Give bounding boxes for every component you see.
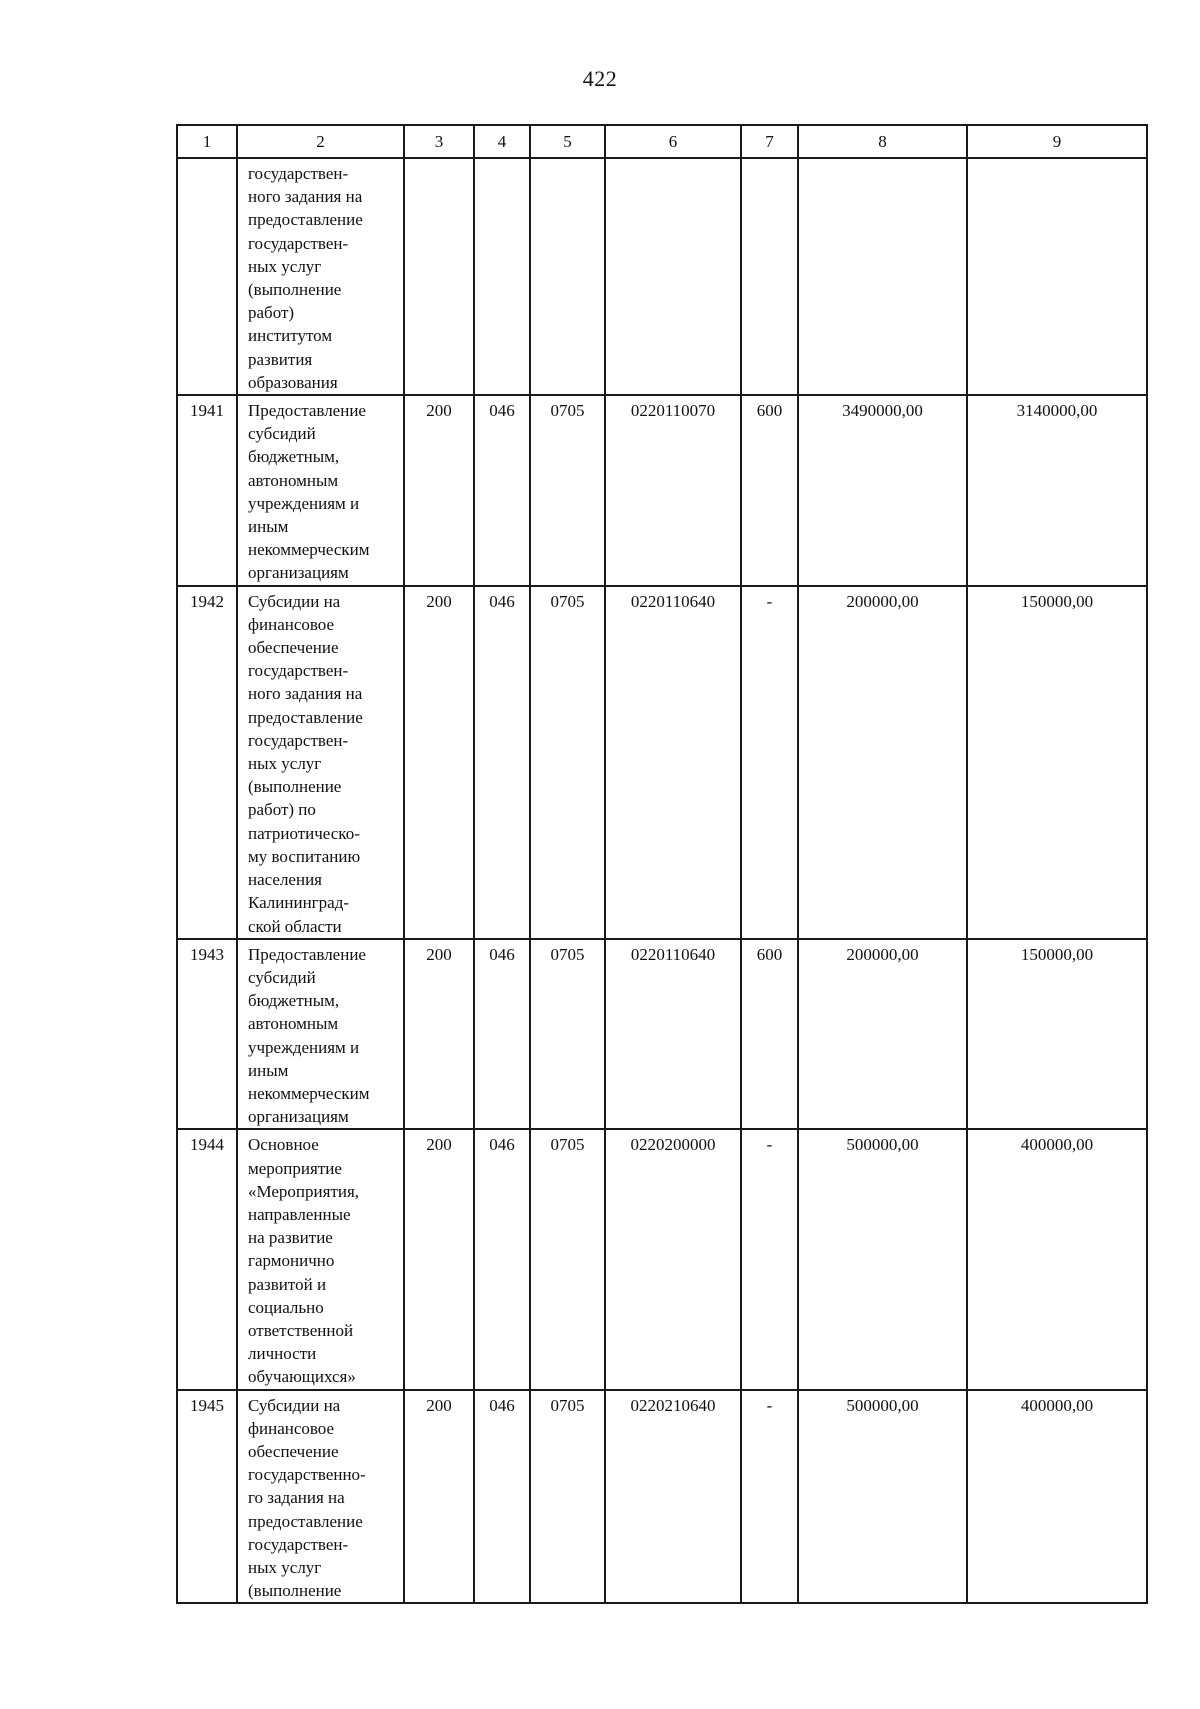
amount-year1-cell bbox=[798, 939, 967, 1130]
target-article-text: 0220200000 bbox=[630, 1135, 716, 1155]
expense-type-text: - bbox=[766, 1395, 773, 1415]
amount-year1-text bbox=[799, 159, 966, 162]
expense-type-cell bbox=[741, 939, 798, 1130]
chapter-code-text bbox=[475, 159, 529, 162]
amount-year2-text bbox=[968, 159, 1146, 162]
target-article-text: 0220110640 bbox=[630, 591, 716, 611]
header-cell: 5 bbox=[530, 125, 605, 158]
amount-year1-cell bbox=[798, 586, 967, 939]
description-cell bbox=[237, 586, 404, 939]
expense-type-text: - bbox=[766, 591, 773, 611]
ministry-code-text: 200 bbox=[426, 1395, 452, 1415]
amount-year1-cell bbox=[798, 158, 967, 395]
description-cell bbox=[237, 1390, 404, 1604]
table-row bbox=[177, 586, 1147, 939]
chapter-code-cell bbox=[474, 395, 530, 586]
ministry-code-cell bbox=[404, 586, 474, 939]
ministry-code-text bbox=[405, 159, 473, 162]
expense-type-cell bbox=[741, 395, 798, 586]
header-row bbox=[177, 125, 1147, 158]
amount-year2-cell bbox=[967, 395, 1147, 586]
description-text: Предоставление субсидий бюджетным, автономным учреждениям и иным некоммерческим организациям bbox=[248, 944, 370, 1127]
row-number-cell bbox=[177, 1390, 237, 1604]
target-article-cell bbox=[605, 939, 741, 1130]
target-article-text: 0220210640 bbox=[630, 1395, 716, 1415]
amount-year1-text: 3490000,00 bbox=[842, 401, 923, 421]
chapter-code-text: 046 bbox=[489, 1135, 515, 1155]
amount-year1-cell bbox=[798, 395, 967, 586]
header-cell: 6 bbox=[605, 125, 741, 158]
row-number-text: 1942 bbox=[190, 591, 224, 611]
section-code-cell bbox=[530, 1390, 605, 1604]
description-text: Субсидии на финансовое обеспечение государствен- ного задания на предоставление государствен- ных услуг (выполнение работ) по патриотическо- му воспитанию населения Калининград- ской области bbox=[248, 591, 363, 936]
section-code-cell bbox=[530, 939, 605, 1130]
row-number-cell bbox=[177, 395, 237, 586]
header-cell: 2 bbox=[237, 125, 404, 158]
chapter-code-cell bbox=[474, 1129, 530, 1389]
description-cell bbox=[237, 939, 404, 1130]
section-code-text: 0705 bbox=[550, 591, 585, 611]
expense-type-text: 600 bbox=[756, 944, 783, 964]
description-cell bbox=[237, 158, 404, 395]
description-cell bbox=[237, 1129, 404, 1389]
amount-year2-cell bbox=[967, 586, 1147, 939]
row-number-text: 1941 bbox=[190, 401, 224, 421]
row-number-cell bbox=[177, 586, 237, 939]
expense-type-cell bbox=[741, 1129, 798, 1389]
section-code-text: 0705 bbox=[550, 944, 585, 964]
chapter-code-text: 046 bbox=[489, 944, 515, 964]
target-article-cell bbox=[605, 158, 741, 395]
row-number-cell bbox=[177, 158, 237, 395]
amount-year1-cell bbox=[798, 1129, 967, 1389]
description-text: государствен- ного задания на предоставление государствен- ных услуг (выполнение работ) институтом развития образования bbox=[248, 164, 363, 392]
header-cell: 3 bbox=[404, 125, 474, 158]
page-number: 422 bbox=[582, 66, 618, 91]
row-number-cell bbox=[177, 939, 237, 1130]
target-article-cell bbox=[605, 1129, 741, 1389]
description-text: Субсидии на финансовое обеспечение государственно- го задания на предоставление государствен- ных услуг (выполнение bbox=[248, 1395, 366, 1601]
table-row bbox=[177, 158, 1147, 395]
amount-year1-text: 200000,00 bbox=[846, 591, 919, 611]
header-cell: 4 bbox=[474, 125, 530, 158]
target-article-text: 0220110640 bbox=[630, 944, 716, 964]
amount-year2-cell bbox=[967, 1390, 1147, 1604]
amount-year2-text: 400000,00 bbox=[1020, 1395, 1094, 1415]
target-article-cell bbox=[605, 586, 741, 939]
chapter-code-text: 046 bbox=[489, 1395, 515, 1415]
chapter-code-text: 046 bbox=[489, 401, 515, 421]
section-code-text: 0705 bbox=[550, 401, 585, 421]
amount-year2-cell bbox=[967, 1129, 1147, 1389]
amount-year2-text: 150000,00 bbox=[1020, 591, 1094, 611]
expense-type-text bbox=[742, 159, 797, 162]
ministry-code-text: 200 bbox=[426, 401, 452, 421]
ministry-code-cell bbox=[404, 158, 474, 395]
amount-year2-text: 400000,00 bbox=[1020, 1135, 1094, 1155]
expense-type-cell bbox=[741, 158, 798, 395]
section-code-cell bbox=[530, 586, 605, 939]
section-code-cell bbox=[530, 395, 605, 586]
chapter-code-cell bbox=[474, 939, 530, 1130]
table-row bbox=[177, 939, 1147, 1130]
target-article-text: 0220110070 bbox=[630, 401, 716, 421]
chapter-code-cell bbox=[474, 586, 530, 939]
chapter-code-cell bbox=[474, 1390, 530, 1604]
row-number-text: 1945 bbox=[190, 1395, 224, 1415]
target-article-cell bbox=[605, 1390, 741, 1604]
section-code-text: 0705 bbox=[550, 1395, 585, 1415]
ministry-code-cell bbox=[404, 1129, 474, 1389]
table-row bbox=[177, 1390, 1147, 1604]
budget-table bbox=[176, 124, 1148, 1604]
table-row bbox=[177, 395, 1147, 586]
ministry-code-text: 200 bbox=[426, 1135, 452, 1155]
ministry-code-cell bbox=[404, 1390, 474, 1604]
ministry-code-text: 200 bbox=[426, 591, 452, 611]
target-article-text bbox=[606, 159, 740, 162]
row-number-text bbox=[178, 159, 236, 162]
ministry-code-cell bbox=[404, 395, 474, 586]
amount-year1-text: 200000,00 bbox=[846, 944, 919, 964]
amount-year1-text: 500000,00 bbox=[846, 1135, 919, 1155]
table-row bbox=[177, 1129, 1147, 1389]
target-article-cell bbox=[605, 395, 741, 586]
ministry-code-cell bbox=[404, 939, 474, 1130]
section-code-cell bbox=[530, 1129, 605, 1389]
row-number-text: 1944 bbox=[190, 1135, 224, 1155]
description-text: Основное мероприятие «Мероприятия, направленные на развитие гармонично развитой и социально ответственной личности обучающихся» bbox=[248, 1135, 360, 1387]
ministry-code-text: 200 bbox=[426, 944, 452, 964]
section-code-text: 0705 bbox=[550, 1135, 585, 1155]
section-code-cell bbox=[530, 158, 605, 395]
amount-year2-cell bbox=[967, 939, 1147, 1130]
amount-year1-text: 500000,00 bbox=[846, 1395, 919, 1415]
description-cell bbox=[237, 395, 404, 586]
expense-type-text: 600 bbox=[756, 401, 783, 421]
header-cell: 1 bbox=[177, 125, 237, 158]
expense-type-cell bbox=[741, 586, 798, 939]
expense-type-cell bbox=[741, 1390, 798, 1604]
header-cell: 7 bbox=[741, 125, 798, 158]
amount-year2-text: 150000,00 bbox=[1020, 944, 1094, 964]
row-number-text: 1943 bbox=[190, 944, 224, 964]
expense-type-text: - bbox=[766, 1135, 773, 1155]
row-number-cell bbox=[177, 1129, 237, 1389]
amount-year2-cell bbox=[967, 158, 1147, 395]
header-cell: 9 bbox=[967, 125, 1147, 158]
amount-year2-text: 3140000,00 bbox=[1016, 401, 1098, 421]
chapter-code-text: 046 bbox=[489, 591, 515, 611]
chapter-code-cell bbox=[474, 158, 530, 395]
section-code-text bbox=[531, 159, 604, 162]
amount-year1-cell bbox=[798, 1390, 967, 1604]
description-text: Предоставление субсидий бюджетным, автономным учреждениям и иным некоммерческим организациям bbox=[248, 401, 370, 583]
header-cell: 8 bbox=[798, 125, 967, 158]
